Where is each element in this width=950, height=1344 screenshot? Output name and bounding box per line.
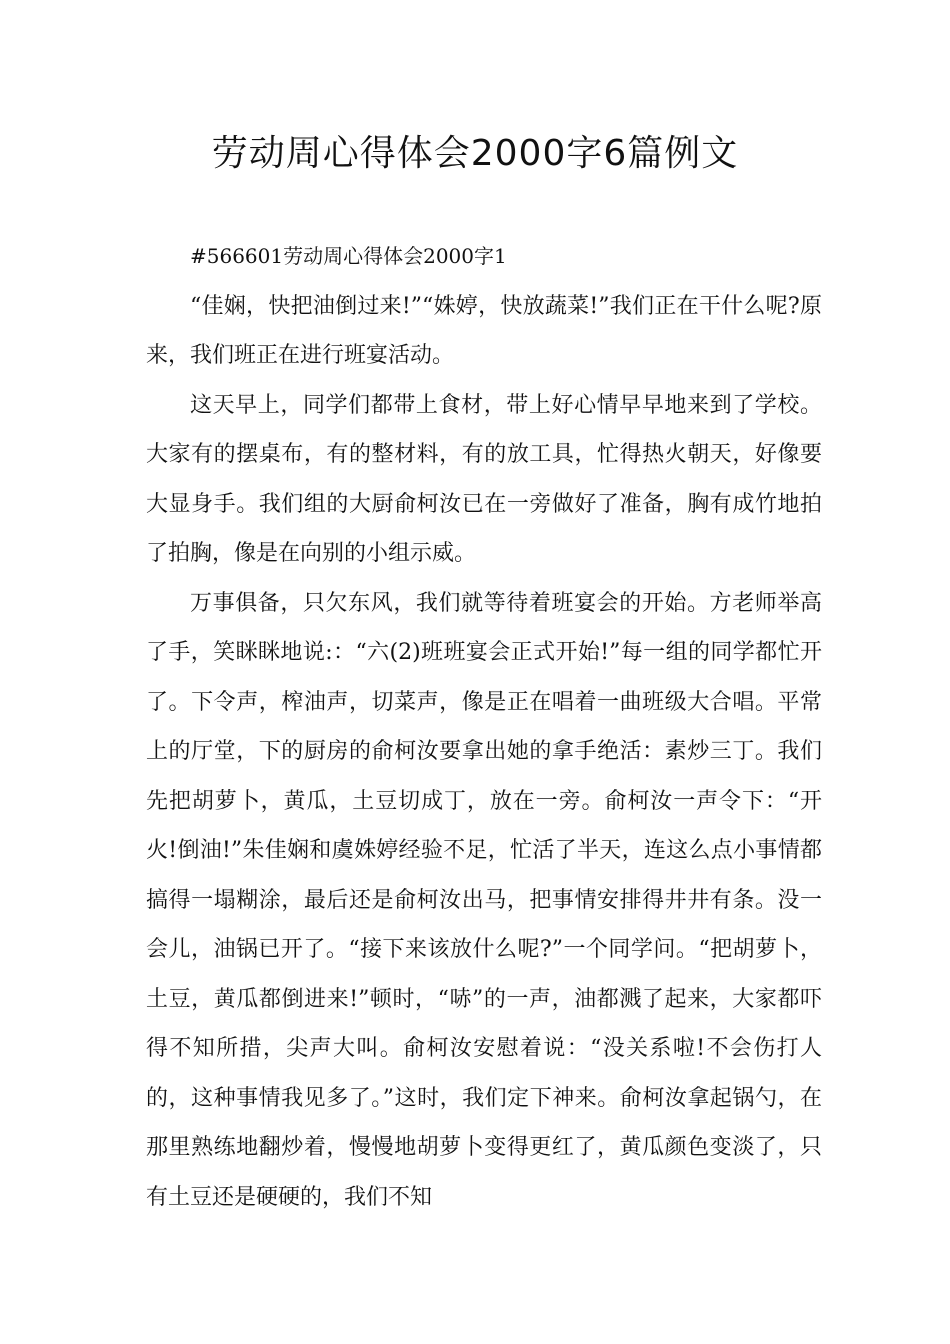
paragraph: “佳娴，快把油倒过来!”“姝婷，快放蔬菜!”我们正在干什么呢?原来，我们班正在进行班宴活动。 [146, 293, 822, 368]
document-body [146, 232, 822, 1222]
section-heading: #566601劳动周心得体会2000字1 [190, 244, 507, 268]
paragraph: 万事俱备，只欠东风，我们就等待着班宴会的开始。方老师举高了手，笑眯眯地说:：“六(2)班班宴会正式开始!”每一组的同学都忙开了。下令声，榨油声，切菜声，像是正在唱着一曲班级大合唱。平常上的厅堂，下的厨房的俞柯汝要拿出她的拿手绝活：素炒三丁。我们先把胡萝卜，黄瓜，土豆切成丁，放在一旁。俞柯汝一声令下：“开火!倒油!”朱佳娴和虞姝婷经验不足，忙活了半天，连这么点小事情都搞得一塌糊涂，最后还是俞柯汝出马，把事情安排得井井有条。没一会儿，油锅已开了。“接下来该放什么呢?”一个同学问。“把胡萝卜，土豆，黄瓜都倒进来!”顿时，“哧”的一声，油都溅了起来，大家都吓得不知所措，尖声大叫。俞柯汝安慰着说：“没关系啦!不会伤打人的，这种事情我见多了。”这时，我们定下神来。俞柯汝拿起锅勺，在那里熟练地翻炒着，慢慢地胡萝卜变得更红了，黄瓜颜色变淡了，只有土豆还是硬硬的，我们不知 [146, 590, 822, 1210]
paragraph: 这天早上，同学们都带上食材，带上好心情早早地来到了学校。大家有的摆桌布，有的整材料，有的放工具，忙得热火朝天，好像要大显身手。我们组的大厨俞柯汝已在一旁做好了准备，胸有成竹地拍了拍胸，像是在向别的小组示威。 [146, 392, 822, 566]
document-title: 劳动周心得体会2000字6篇例文 [211, 133, 739, 174]
